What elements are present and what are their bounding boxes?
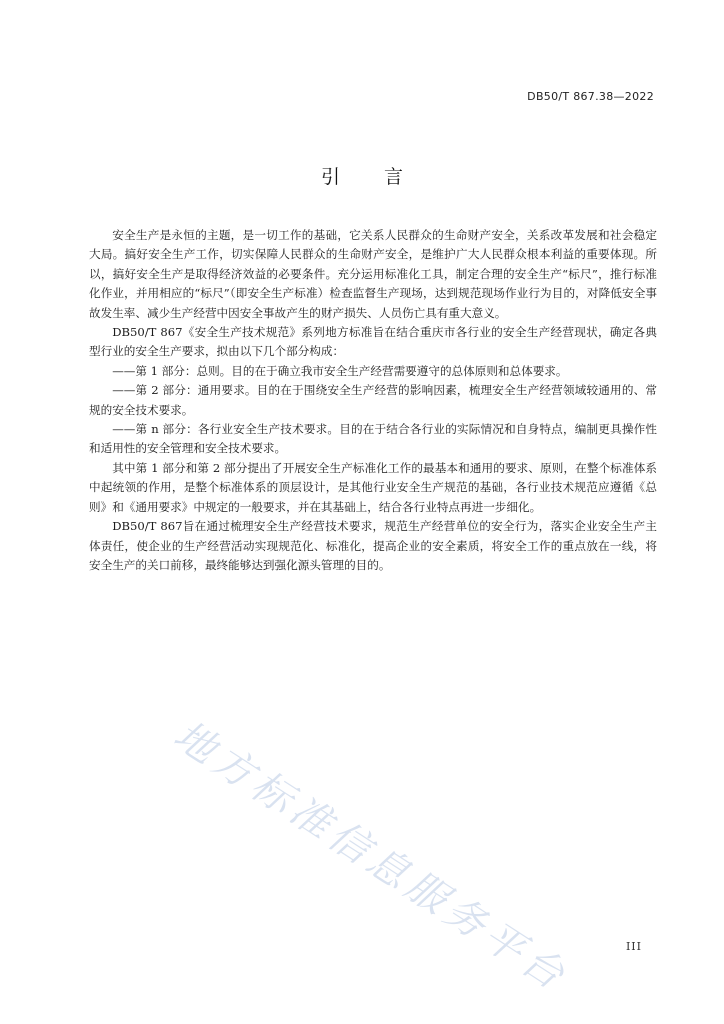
paragraph: ——第 2 部分：通用要求。目的在于围绕安全生产经营的影响因素，梳理安全生产经营领域较通用的、常规的安全技术要求。 <box>89 383 657 417</box>
document-body <box>89 226 657 575</box>
standard-code: DB50/T 867.38—2022 <box>527 90 654 103</box>
paragraph: 其中第 1 部分和第 2 部分提出了开展安全生产标准化工作的最基本和通用的要求、原则，在整个标准体系中起统领的作用，是整个标准体系的顶层设计，是其他行业安全生产规范的基础，各行业技术规范应遵循《总则》和《通用要求》中规定的一般要求，并在其基础上，结合各行业特点再进一步细化。 <box>89 460 657 514</box>
paragraph: DB50/T 867《安全生产技术规范》系列地方标准旨在结合重庆市各行业的安全生产经营现状，确定各典型行业的安全生产要求，拟由以下几个部分构成： <box>89 325 657 359</box>
page-title: 引言 <box>320 166 447 188</box>
paragraph: ——第 n 部分：各行业安全生产技术要求。目的在于结合各行业的实际情况和自身特点，编制更具操作性和适用性的安全管理和安全技术要求。 <box>89 422 657 456</box>
paragraph: DB50/T 867旨在通过梳理安全生产经营技术要求，规范生产经营单位的安全行为，落实企业安全生产主体责任，使企业的生产经营活动实现规范化、标准化，提高企业的安全素质，将安全工作的重点放在一线，将安全生产的关口前移，最终能够达到强化源头管理的目的。 <box>89 519 657 572</box>
paragraph: ——第 1 部分：总则。目的在于确立我市安全生产经营需要遵守的总体原则和总体要求。 <box>112 363 568 378</box>
paragraph: 安全生产是永恒的主题，是一切工作的基础，它关系人民群众的生命财产安全，关系改革发展和社会稳定大局。搞好安全生产工作，切实保障人民群众的生命财产安全，是维护广大人民群众根本利益的重要体现。所以，搞好安全生产是取得经济效益的必要条件。充分运用标准化工具，制定合理的安全生产“标尺”，推行标准化作业，并用相应的“标尺”（即安全生产标准）检查监督生产现场，达到规范现场作业行为目的，对降低安全事故发生率、减少生产经营中因安全事故产生的财产损失、人员伤亡具有重大意义。 <box>89 228 657 320</box>
page-number: III <box>625 940 642 953</box>
watermark: 地方标准信息服务平台 <box>165 712 577 1002</box>
